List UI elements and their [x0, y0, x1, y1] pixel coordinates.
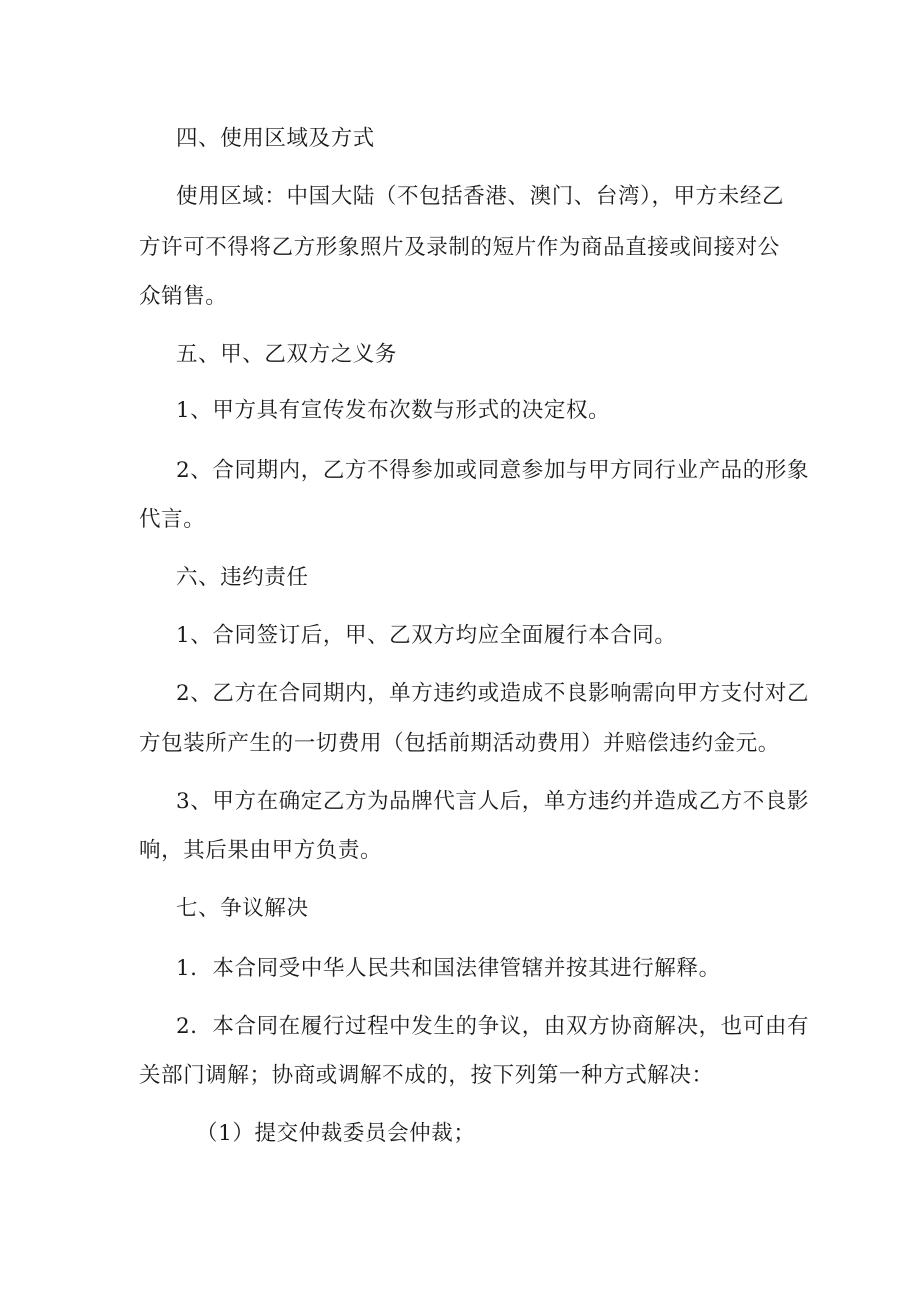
section-4-para-line-1: 使用区域：中国大陆（不包括香港、澳门、台湾），甲方未经乙: [176, 184, 785, 209]
section-4-para-line-2: 方许可不得将乙方形象照片及录制的短片作为商品直接或间接对公: [139, 235, 780, 260]
section-7-item-2-line-1: 2．本合同在履行过程中发生的争议，由双方协商解决，也可由有: [176, 1014, 810, 1039]
section-6-item-2-line-1: 2、乙方在合同期内，单方违约或造成不良影响需向甲方支付对乙: [176, 681, 810, 706]
section-7-item-1: 1．本合同受中华人民共和国法律管辖并按其进行解释。: [176, 956, 721, 981]
section-6-item-1: 1、合同签订后，甲、乙双方均应全面履行本合同。: [176, 623, 677, 648]
section-6-item-3-line-2: 响，其后果由甲方负责。: [139, 838, 383, 863]
section-5-item-2-line-1: 2、合同期内，乙方不得参加或同意参加与甲方同行业产品的形象: [176, 458, 810, 483]
section-7-option-1: （1）提交仲裁委员会仲裁；: [196, 1121, 476, 1146]
section-6-heading: 六、违约责任: [176, 565, 309, 590]
section-6-item-2-line-2: 方包装所产生的一切费用（包括前期活动费用）并赔偿违约金元。: [139, 731, 780, 756]
section-6-item-3-line-1: 3、甲方在确定乙方为品牌代言人后，单方违约并造成乙方不良影: [176, 789, 810, 814]
section-4-heading: 四、使用区域及方式: [176, 126, 375, 151]
section-7-item-2-line-2: 关部门调解；协商或调解不成的，按下列第一种方式解决：: [139, 1063, 714, 1088]
section-5-item-2-line-2: 代言。: [139, 507, 206, 532]
section-5-heading: 五、甲、乙双方之义务: [176, 342, 398, 367]
section-4-para-line-3: 众销售。: [139, 284, 228, 309]
section-7-heading: 七、争议解决: [176, 896, 309, 921]
section-5-item-1: 1、甲方具有宣传发布次数与形式的决定权。: [176, 398, 611, 423]
